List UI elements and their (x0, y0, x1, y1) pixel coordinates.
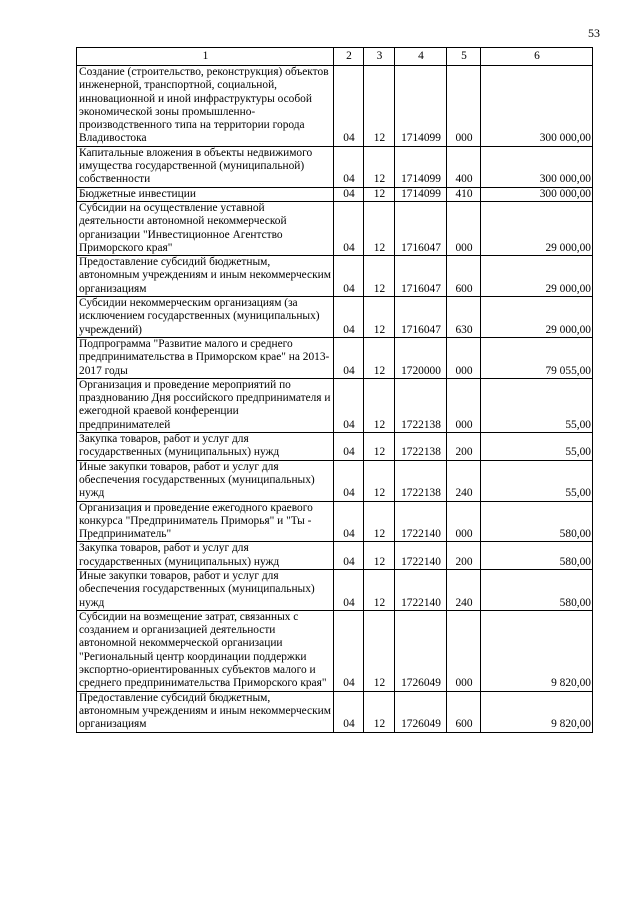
row-name-cell: Организация и проведение ежегодного краевого конкурса "Предприниматель Приморья" и "Ты - Предприниматель" (77, 501, 334, 542)
header-column-section: 2 (334, 48, 364, 66)
row-amount-cell: 9 820,00 (481, 691, 593, 732)
row-amount-cell: 29 000,00 (481, 256, 593, 297)
row-subsection-cell: 12 (364, 378, 395, 432)
row-amount-cell: 55,00 (481, 433, 593, 461)
row-section-cell: 04 (334, 610, 364, 691)
row-subsection-cell: 12 (364, 433, 395, 461)
row-name-cell: Предоставление субсидий бюджетным, автономным учреждениям и иным некоммерческим организациям (77, 691, 334, 732)
row-target-article-cell: 1716047 (395, 297, 447, 338)
row-section-cell: 04 (334, 542, 364, 570)
table-row (77, 501, 593, 542)
row-expense-type-cell: 000 (447, 378, 481, 432)
row-expense-type-cell: 240 (447, 569, 481, 610)
row-target-article-cell: 1714099 (395, 187, 447, 201)
row-subsection-cell: 12 (364, 297, 395, 338)
row-name-cell: Иные закупки товаров, работ и услуг для обеспечения государственных (муниципальных) нужд (77, 460, 334, 501)
row-name-cell: Субсидии на возмещение затрат, связанных с созданием и организацией деятельности автономной некоммерческой организации "Региональный центр координации поддержки экспортно-ориентированных субъектов малого и среднего предпринимательства Приморского края" (77, 610, 334, 691)
row-subsection-cell: 12 (364, 569, 395, 610)
row-subsection-cell: 12 (364, 542, 395, 570)
row-expense-type-cell: 000 (447, 201, 481, 255)
row-name-cell: Иные закупки товаров, работ и услуг для обеспечения государственных (муниципальных) нужд (77, 569, 334, 610)
table-row (77, 610, 593, 691)
table-row (77, 378, 593, 432)
row-target-article-cell: 1722138 (395, 378, 447, 432)
header-column-subsection: 3 (364, 48, 395, 66)
row-target-article-cell: 1726049 (395, 610, 447, 691)
table-header-row (77, 48, 593, 66)
row-subsection-cell: 12 (364, 66, 395, 147)
row-expense-type-cell: 630 (447, 297, 481, 338)
row-subsection-cell: 12 (364, 337, 395, 378)
row-section-cell: 04 (334, 66, 364, 147)
row-expense-type-cell: 000 (447, 610, 481, 691)
row-expense-type-cell: 000 (447, 501, 481, 542)
row-name-cell: Субсидии некоммерческим организациям (за исключением государственных (муниципальных) учреждений) (77, 297, 334, 338)
table-row (77, 66, 593, 147)
row-section-cell: 04 (334, 378, 364, 432)
row-section-cell: 04 (334, 337, 364, 378)
row-expense-type-cell: 200 (447, 542, 481, 570)
row-section-cell: 04 (334, 569, 364, 610)
row-expense-type-cell: 000 (447, 66, 481, 147)
table-body (77, 66, 593, 733)
row-expense-type-cell: 000 (447, 337, 481, 378)
row-name-cell: Закупка товаров, работ и услуг для государственных (муниципальных) нужд (77, 433, 334, 461)
row-subsection-cell: 12 (364, 201, 395, 255)
row-expense-type-cell: 600 (447, 691, 481, 732)
row-name-cell: Предоставление субсидий бюджетным, автономным учреждениям и иным некоммерческим организациям (77, 256, 334, 297)
header-column-target-article: 4 (395, 48, 447, 66)
row-target-article-cell: 1722140 (395, 569, 447, 610)
page-number: 53 (588, 26, 600, 40)
row-section-cell: 04 (334, 187, 364, 201)
row-amount-cell: 55,00 (481, 460, 593, 501)
table-row (77, 146, 593, 187)
row-name-cell: Субсидии на осуществление уставной деятельности автономной некоммерческой организации "Инвестиционное Агентство Приморского края" (77, 201, 334, 255)
row-name-cell: Создание (строительство, реконструкция) объектов инженерной, транспортной, социальной, инновационной и иной инфраструктуры особой экономической зоны промышленно-производственного типа на территории города Владивостока (77, 66, 334, 147)
table-row (77, 187, 593, 201)
row-target-article-cell: 1720000 (395, 337, 447, 378)
row-section-cell: 04 (334, 691, 364, 732)
row-target-article-cell: 1722138 (395, 460, 447, 501)
row-subsection-cell: 12 (364, 256, 395, 297)
row-amount-cell: 55,00 (481, 378, 593, 432)
row-amount-cell: 9 820,00 (481, 610, 593, 691)
row-subsection-cell: 12 (364, 610, 395, 691)
row-name-cell: Организация и проведение мероприятий по празднованию Дня российского предпринимателя и ежегодной краевой конференции предпринимателей (77, 378, 334, 432)
table-row (77, 297, 593, 338)
table-row (77, 337, 593, 378)
row-subsection-cell: 12 (364, 187, 395, 201)
table-row (77, 691, 593, 732)
budget-table (76, 47, 593, 733)
row-expense-type-cell: 400 (447, 146, 481, 187)
row-name-cell: Закупка товаров, работ и услуг для государственных (муниципальных) нужд (77, 542, 334, 570)
row-subsection-cell: 12 (364, 460, 395, 501)
row-target-article-cell: 1722140 (395, 542, 447, 570)
header-column-amount: 6 (481, 48, 593, 66)
row-target-article-cell: 1716047 (395, 201, 447, 255)
header-column-name: 1 (77, 48, 334, 66)
row-amount-cell: 29 000,00 (481, 201, 593, 255)
row-expense-type-cell: 240 (447, 460, 481, 501)
row-target-article-cell: 1714099 (395, 66, 447, 147)
row-amount-cell: 300 000,00 (481, 146, 593, 187)
row-amount-cell: 300 000,00 (481, 66, 593, 147)
row-section-cell: 04 (334, 201, 364, 255)
row-section-cell: 04 (334, 433, 364, 461)
row-subsection-cell: 12 (364, 146, 395, 187)
table-row (77, 542, 593, 570)
table-row (77, 460, 593, 501)
table-row (77, 201, 593, 255)
row-name-cell: Бюджетные инвестиции (77, 187, 334, 201)
row-name-cell: Капитальные вложения в объекты недвижимого имущества государственной (муниципальной) собственности (77, 146, 334, 187)
row-expense-type-cell: 200 (447, 433, 481, 461)
row-name-cell: Подпрограмма "Развитие малого и среднего предпринимательства в Приморском крае" на 2013-2017 годы (77, 337, 334, 378)
row-section-cell: 04 (334, 297, 364, 338)
row-subsection-cell: 12 (364, 691, 395, 732)
table-row (77, 256, 593, 297)
row-expense-type-cell: 410 (447, 187, 481, 201)
row-section-cell: 04 (334, 146, 364, 187)
row-section-cell: 04 (334, 256, 364, 297)
row-amount-cell: 79 055,00 (481, 337, 593, 378)
row-target-article-cell: 1726049 (395, 691, 447, 732)
header-column-expense-type: 5 (447, 48, 481, 66)
table-row (77, 433, 593, 461)
row-target-article-cell: 1722140 (395, 501, 447, 542)
table-row (77, 569, 593, 610)
row-amount-cell: 300 000,00 (481, 187, 593, 201)
row-target-article-cell: 1716047 (395, 256, 447, 297)
row-section-cell: 04 (334, 460, 364, 501)
row-amount-cell: 580,00 (481, 542, 593, 570)
row-target-article-cell: 1722138 (395, 433, 447, 461)
row-amount-cell: 29 000,00 (481, 297, 593, 338)
row-amount-cell: 580,00 (481, 501, 593, 542)
row-subsection-cell: 12 (364, 501, 395, 542)
row-amount-cell: 580,00 (481, 569, 593, 610)
row-target-article-cell: 1714099 (395, 146, 447, 187)
row-section-cell: 04 (334, 501, 364, 542)
row-expense-type-cell: 600 (447, 256, 481, 297)
